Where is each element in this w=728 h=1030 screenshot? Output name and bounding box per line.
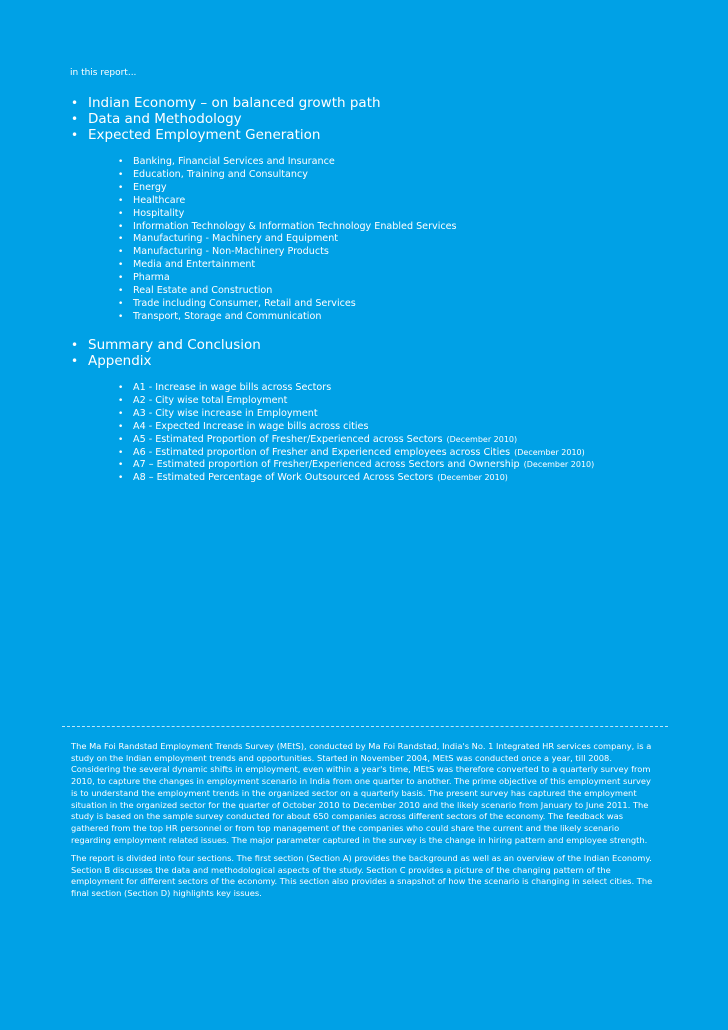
appendix-item: • A6 - Estimated proportion of Fresher and Experienced employees across Cities (December 2010) — [118, 447, 594, 460]
sector-item: • Real Estate and Construction — [118, 285, 457, 298]
main-item-summary: • Summary and Conclusion — [70, 337, 261, 353]
appendix-item: • A2 - City wise total Employment — [118, 395, 594, 408]
sector-item: • Manufacturing - Machinery and Equipment — [118, 233, 457, 246]
sector-item: • Manufacturing - Non-Machinery Products — [118, 246, 457, 259]
sector-item: • Healthcare — [118, 195, 457, 208]
main-item-expected-employment: • Expected Employment Generation — [70, 127, 381, 143]
sector-item: • Energy — [118, 182, 457, 195]
main-item-indian-economy: • Indian Economy – on balanced growth path — [70, 95, 381, 111]
sector-item: • Media and Entertainment — [118, 259, 457, 272]
dashed-divider — [62, 726, 668, 727]
sector-item: • Pharma — [118, 272, 457, 285]
appendix-date: (December 2010) — [437, 473, 508, 483]
main-item-data-methodology: • Data and Methodology — [70, 111, 381, 127]
main-contents-list-2 — [70, 337, 261, 369]
intro-paragraph: The Ma Foi Randstad Employment Trends Survey (MEtS), conducted by Ma Foi Randstad, India's No. 1 Integrated HR services company, is a study on the Indian employment trends and opportunities. Started in November 2004, MEtS was conducted once a year, till 2008. Considering the several dynamic shifts in employment, even within a year's time, MEtS was therefore converted to a quarterly survey from 2010, to capture the changes in employment scenario in India from one quarter to another. The prime objective of this employment survey is to understand the employment trends in the organized sector on a quarterly basis. The present survey has captured the employment situation in the organized sector for the quarter of October 2010 to December 2010 and the likely scenario from January to June 2011. The study is based on the sample survey conducted for about 650 companies across different sectors of the economy. The feedback was gathered from the top HR personnel or from top management of the companies who could share the current and the likely scenario regarding employment related issues. The major parameter captured in the survey is the change in hiring pattern and employee strength. — [71, 741, 652, 845]
appendix-date: (December 2010) — [446, 434, 518, 444]
appendix-item: • A3 - City wise increase in Employment — [118, 408, 594, 421]
sector-list — [118, 156, 457, 324]
appendix-item: • A8 – Estimated Percentage of Work Outsourced Across Sectors (December 2010) — [118, 472, 594, 485]
appendix-list — [118, 382, 594, 485]
appendix-date: (December 2010) — [523, 460, 595, 470]
main-item-appendix: • Appendix — [70, 353, 261, 369]
intro-label: in this report... — [70, 68, 137, 78]
appendix-item: • A5 - Estimated Proportion of Fresher/Experienced across Sectors (December 2010) — [118, 434, 594, 447]
appendix-item: • A7 – Estimated proportion of Fresher/Experienced across Sectors and Ownership (December 2010) — [118, 459, 594, 472]
appendix-item: • A4 - Expected Increase in wage bills across cities — [118, 421, 594, 434]
appendix-date: (December 2010) — [514, 447, 585, 457]
sector-item: • Transport, Storage and Communication — [118, 311, 457, 324]
sector-item: • Information Technology & Information Technology Enabled Services — [118, 221, 457, 234]
appendix-item: • A1 - Increase in wage bills across Sectors — [118, 382, 594, 395]
sections-paragraph: The report is divided into four sections. The first section (Section A) provides the background as well as an overview of the Indian Economy. Section B discusses the data and methodological aspects of the study. Section C provides a picture of the changing pattern of the employment for different sectors of the economy. This section also provides a snapshot of how the scenario is changing in select cities. The final section (Section D) highlights key issues. — [71, 853, 653, 899]
sector-item: • Trade including Consumer, Retail and Services — [118, 298, 457, 311]
sector-item: • Hospitality — [118, 208, 457, 221]
sector-item: • Banking, Financial Services and Insurance — [118, 156, 457, 169]
sector-item: • Education, Training and Consultancy — [118, 169, 457, 182]
main-contents-list-1 — [70, 95, 381, 143]
